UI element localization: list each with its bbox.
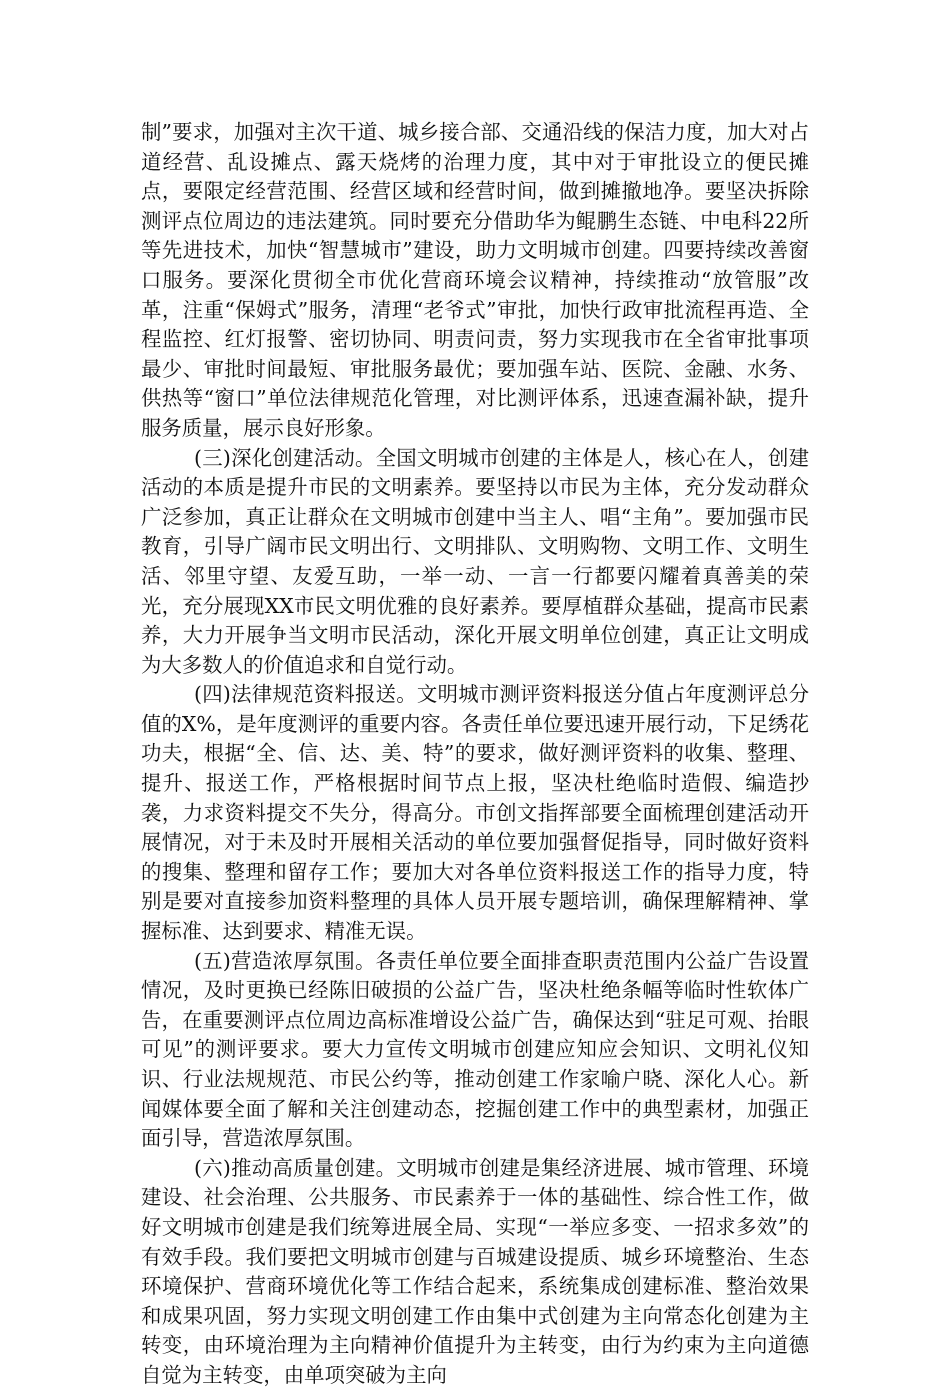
paragraph-section-3: (三)深化创建活动。全国文明城市创建的主体是人，核心在人，创建活动的本质是提升市民的文明素养。要坚持以市民为主体，充分发动群众广泛参加，真正让群众在文明城市创建中当主人、唱“主角”。要加强市民教育，引导广阔市民文明出行、文明排队、文明购物、文明工作、文明生活、邻里守望、友爱互助，一举一动、一言一行都要闪耀着真善美的荣光，充分展现XX市民文明优雅的良好素养。要厚植群众基础，提高市民素养，大力开展争当文明市民活动，深化开展文明单位创建，真正让文明成为大多数人的价值追求和自觉行动。	[141, 445, 809, 677]
paragraph-section-4: (四)法律规范资料报送。文明城市测评资料报送分值占年度测评总分值的X%，是年度测评的重要内容。各责任单位要迅速开展行动，下足绣花功夫，根据“全、信、达、美、特”的要求，做好测评资料的收集、整理、提升、报送工作，严格根据时间节点上报，坚决杜绝临时造假、编造抄袭，力求资料提交不失分，得高分。市创文指挥部要全面梳理创建活动开展情况，对于未及时开展相关活动的单位要加强督促指导，同时做好资料的搜集、整理和留存工作；要加大对各单位资料报送工作的指导力度，特别是要对直接参加资料整理的具体人员开展专题培训，确保理解精神、掌握标准、达到要求、精准无误。	[141, 682, 809, 944]
paragraph-section-5: (五)营造浓厚氛围。各责任单位要全面排查职责范围内公益广告设置情况，及时更换已经陈旧破损的公益广告，坚决杜绝条幅等临时性软体广告，在重要测评点位周边高标准增设公益广告，确保达到“驻足可观、抬眼可见”的测评要求。要大力宣传文明城市创建应知应会知识、文明礼仪知识、行业法规规范、市民公约等，推动创建工作家喻户晓、深化人心。新闻媒体要全面了解和关注创建动态，挖掘创建工作中的典型素材，加强正面引导，营造浓厚氛围。	[141, 948, 809, 1151]
paragraph-section-6: (六)推动高质量创建。文明城市创建是集经济进展、城市管理、环境建设、社会治理、公共服务、市民素养于一体的基础性、综合性工作，做好文明城市创建是我们统筹进展全局、实现“一举应多变、一招求多效”的有效手段。我们要把文明城市创建与百城建设提质、城乡环境整治、生态环境保护、营商环境优化等工作结合起来，系统集成创建标准、整治效果和成果巩固，努力实现文明创建工作由集中式创建为主向常态化创建为主转变，由环境治理为主向精神价值提升为主转变，由行为约束为主向道德自觉为主转变，由单项突破为主向	[141, 1155, 809, 1387]
document-body	[141, 118, 809, 1391]
paragraph-continuation: 制”要求，加强对主次干道、城乡接合部、交通沿线的保洁力度，加大对占道经营、乱设摊点、露天烧烤的治理力度，其中对于审批设立的便民摊点，要限定经营范围、经营区域和经营时间，做到摊撤地净。要坚决拆除测评点位周边的违法建筑。同时要充分借助华为鲲鹏生态链、中电科22所等先进技术，加快“智慧城市”建设，助力文明城市创建。四要持续改善窗口服务。要深化贯彻全市优化营商环境会议精神，持续推动“放管服”改革，注重“保姆式”服务，清理“老爷式”审批，加快行政审批流程再造、全程监控、红灯报警、密切协同、明责问责，努力实现我市在全省审批事项最少、审批时间最短、审批服务最优；要加强车站、医院、金融、水务、供热等“窗口”单位法律规范化管理，对比测评体系，迅速查漏补缺，提升服务质量，展示良好形象。	[141, 120, 809, 440]
